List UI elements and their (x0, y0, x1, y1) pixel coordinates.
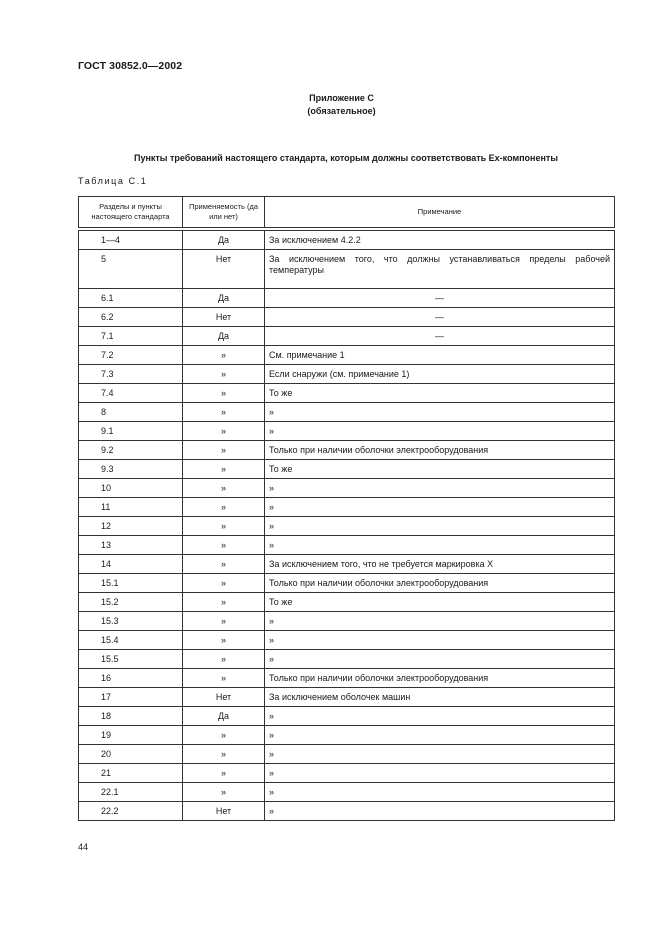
cell-applicability: » (183, 460, 265, 479)
cell-applicability: » (183, 365, 265, 384)
cell-applicability: » (183, 536, 265, 555)
cell-applicability: Нет (183, 802, 265, 821)
cell-applicability: » (183, 631, 265, 650)
table-row (79, 726, 615, 745)
cell-note: То же (265, 460, 615, 479)
cell-section: 6.1 (79, 289, 183, 308)
page-title: Пункты требований настоящего стандарта, которым должны соответствовать Ex-компоненты (133, 153, 559, 163)
cell-applicability: » (183, 669, 265, 688)
cell-section: 15.2 (79, 593, 183, 612)
cell-section: 14 (79, 555, 183, 574)
cell-note: За исключением 4.2.2 (265, 231, 615, 250)
cell-note: » (265, 403, 615, 422)
appendix-heading (0, 92, 661, 118)
cell-applicability: » (183, 745, 265, 764)
cell-section: 16 (79, 669, 183, 688)
cell-note: То же (265, 593, 615, 612)
table-row (79, 688, 615, 707)
cell-section: 5 (79, 250, 183, 289)
cell-applicability: » (183, 764, 265, 783)
table-row (79, 231, 615, 250)
column-header-section: Разделы и пункты настоящего стандарта (79, 197, 183, 228)
table-row (79, 707, 615, 726)
cell-note: » (265, 498, 615, 517)
table-row (79, 384, 615, 403)
cell-section: 15.4 (79, 631, 183, 650)
cell-applicability: » (183, 574, 265, 593)
table-row (79, 308, 615, 327)
cell-note: » (265, 726, 615, 745)
cell-section: 7.2 (79, 346, 183, 365)
cell-note: См. примечание 1 (265, 346, 615, 365)
cell-note: » (265, 707, 615, 726)
table-row (79, 669, 615, 688)
cell-note: — (265, 308, 615, 327)
cell-section: 15.5 (79, 650, 183, 669)
cell-note: — (265, 327, 615, 346)
cell-note: За исключением того, что должны устанавливаться пределы рабочей температуры (265, 250, 615, 289)
cell-note: » (265, 650, 615, 669)
cell-note: Только при наличии оболочки электрооборудования (265, 441, 615, 460)
cell-section: 22.2 (79, 802, 183, 821)
table-body (79, 231, 615, 821)
cell-applicability: » (183, 441, 265, 460)
table-row (79, 574, 615, 593)
cell-applicability: » (183, 726, 265, 745)
cell-applicability: » (183, 650, 265, 669)
cell-applicability: » (183, 346, 265, 365)
cell-note: » (265, 422, 615, 441)
page-number: 44 (78, 842, 89, 852)
table-row (79, 403, 615, 422)
table-row (79, 346, 615, 365)
cell-applicability: » (183, 517, 265, 536)
table-row (79, 764, 615, 783)
cell-applicability: » (183, 403, 265, 422)
cell-section: 8 (79, 403, 183, 422)
table-row (79, 289, 615, 308)
column-header-applicability: Применяемость (да или нет) (183, 197, 265, 228)
table-row (79, 555, 615, 574)
cell-note: За исключением того, что не требуется маркировка X (265, 555, 615, 574)
cell-section: 10 (79, 479, 183, 498)
table-row (79, 422, 615, 441)
cell-section: 11 (79, 498, 183, 517)
cell-note: » (265, 783, 615, 802)
table-row (79, 593, 615, 612)
cell-note: — (265, 289, 615, 308)
cell-applicability: Да (183, 231, 265, 250)
cell-section: 7.3 (79, 365, 183, 384)
table-row (79, 650, 615, 669)
table-row (79, 802, 615, 821)
cell-note: » (265, 536, 615, 555)
cell-applicability: Нет (183, 308, 265, 327)
cell-note: » (265, 631, 615, 650)
cell-applicability: » (183, 498, 265, 517)
table-row (79, 612, 615, 631)
cell-note: Если снаружи (см. примечание 1) (265, 365, 615, 384)
cell-applicability: » (183, 422, 265, 441)
table-row (79, 479, 615, 498)
cell-section: 6.2 (79, 308, 183, 327)
cell-section: 9.3 (79, 460, 183, 479)
cell-section: 15.3 (79, 612, 183, 631)
cell-applicability: Нет (183, 688, 265, 707)
cell-section: 9.1 (79, 422, 183, 441)
cell-applicability: Да (183, 707, 265, 726)
table-row (79, 536, 615, 555)
requirements-table (78, 196, 615, 821)
cell-applicability: Да (183, 289, 265, 308)
appendix-status: (обязательное) (307, 106, 376, 116)
table-row (79, 783, 615, 802)
table-row (79, 517, 615, 536)
appendix-title: Приложение С (309, 93, 374, 103)
cell-applicability: » (183, 612, 265, 631)
cell-note: » (265, 764, 615, 783)
cell-section: 12 (79, 517, 183, 536)
cell-applicability: Да (183, 327, 265, 346)
cell-section: 15.1 (79, 574, 183, 593)
cell-section: 7.1 (79, 327, 183, 346)
table-row (79, 631, 615, 650)
cell-note: За исключением оболочек машин (265, 688, 615, 707)
cell-note: » (265, 479, 615, 498)
cell-section: 9.2 (79, 441, 183, 460)
table-label: Таблица С.1 (78, 176, 148, 186)
cell-applicability: Нет (183, 250, 265, 289)
cell-note: Только при наличии оболочки электрооборудования (265, 669, 615, 688)
cell-applicability: » (183, 479, 265, 498)
table-row (79, 498, 615, 517)
cell-section: 1—4 (79, 231, 183, 250)
cell-section: 21 (79, 764, 183, 783)
cell-note: То же (265, 384, 615, 403)
cell-section: 19 (79, 726, 183, 745)
column-header-note: Примечание (265, 197, 615, 228)
cell-note: Только при наличии оболочки электрооборудования (265, 574, 615, 593)
cell-section: 18 (79, 707, 183, 726)
cell-applicability: » (183, 384, 265, 403)
cell-note: » (265, 612, 615, 631)
table-row (79, 365, 615, 384)
table-row (79, 441, 615, 460)
table-row (79, 250, 615, 289)
cell-section: 13 (79, 536, 183, 555)
table-header (79, 197, 615, 231)
cell-section: 7.4 (79, 384, 183, 403)
cell-applicability: » (183, 555, 265, 574)
cell-applicability: » (183, 783, 265, 802)
cell-section: 17 (79, 688, 183, 707)
cell-applicability: » (183, 593, 265, 612)
table-row (79, 745, 615, 764)
cell-note: » (265, 517, 615, 536)
table-row (79, 460, 615, 479)
table-row (79, 327, 615, 346)
cell-section: 22.1 (79, 783, 183, 802)
document-code: ГОСТ 30852.0—2002 (78, 60, 183, 72)
cell-section: 20 (79, 745, 183, 764)
cell-note: » (265, 745, 615, 764)
cell-note: » (265, 802, 615, 821)
